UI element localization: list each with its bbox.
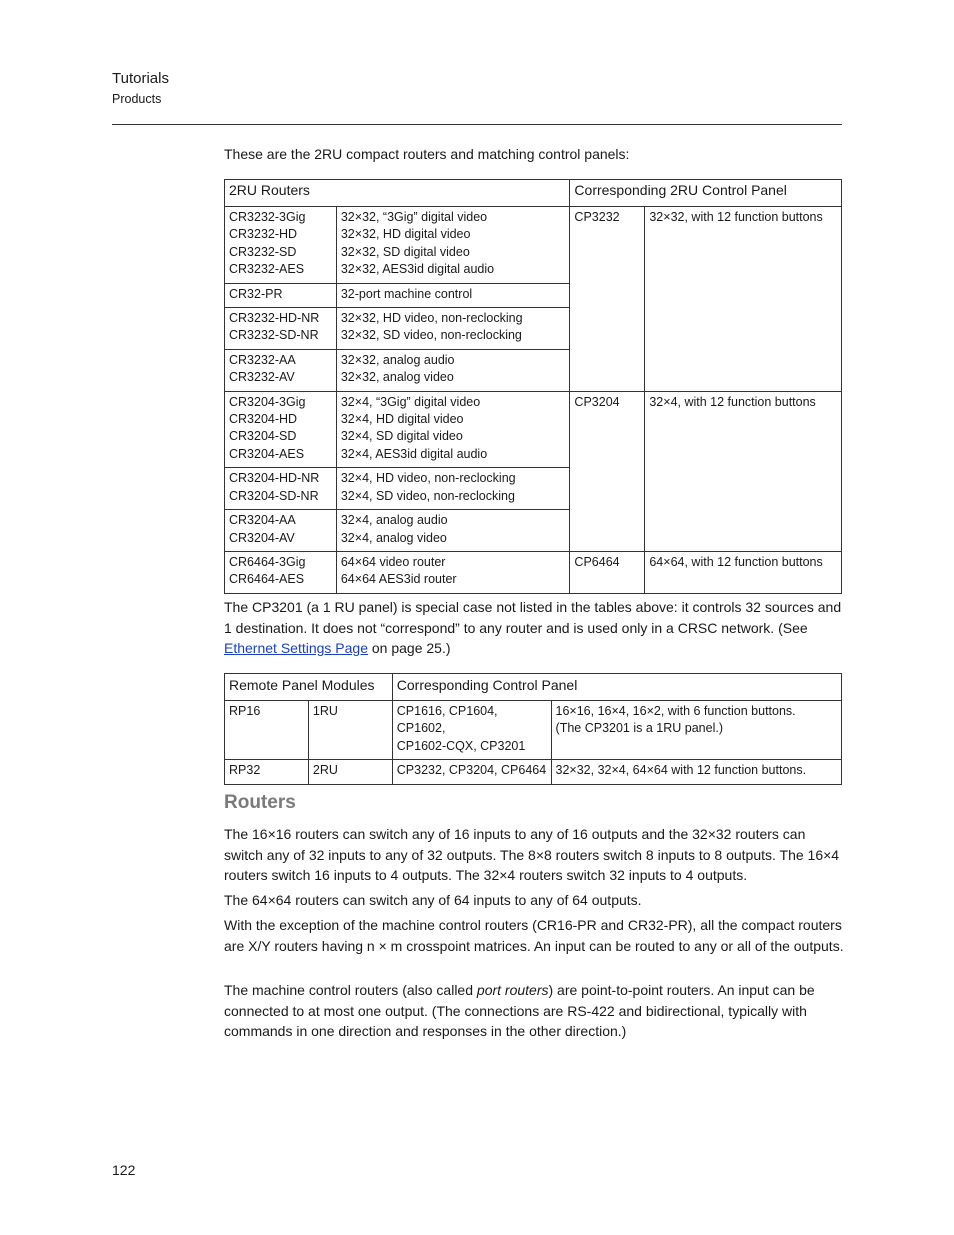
model-description: 32×32, analog audio xyxy=(340,352,455,367)
module-cell: RP32 xyxy=(225,760,309,784)
table-header-row xyxy=(225,674,842,701)
model-name: CR3204-SD-NR xyxy=(229,488,319,503)
header-title: Tutorials xyxy=(112,70,169,87)
panel-description-line: (The CP3201 is a 1RU panel.) xyxy=(555,721,723,736)
model-description: 32-port machine control xyxy=(340,286,473,301)
module-cell: RP16 xyxy=(225,701,309,760)
table-row xyxy=(225,551,842,593)
model-description: 32×4, HD video, non-reclocking xyxy=(340,471,516,486)
panel-list-line: CP1602-CQX, CP3201 xyxy=(396,738,526,753)
panel-description-line: 16×16, 16×4, 16×2, with 6 function buttons. xyxy=(555,704,796,718)
size-cell: 2RU xyxy=(308,760,392,784)
routers-paragraph xyxy=(224,980,844,1042)
column-header: Corresponding Control Panel xyxy=(392,674,841,701)
remote-panel-table xyxy=(224,673,842,785)
table-row xyxy=(225,760,842,784)
routers-table xyxy=(224,179,842,594)
model-cell xyxy=(225,468,337,510)
model-description: 32×32, analog video xyxy=(340,370,454,385)
panel-description-line: 32×32, 32×4, 64×64 with 12 function buttons. xyxy=(555,763,807,778)
model-description: 32×4, “3Gig” digital video xyxy=(340,394,481,409)
description-cell xyxy=(336,349,570,391)
model-description: 32×4, analog audio xyxy=(340,513,448,528)
model-description: 64×64 video router xyxy=(340,554,446,569)
description-cell xyxy=(336,510,570,552)
panel-description-cell xyxy=(551,760,841,784)
description-cell xyxy=(336,207,570,284)
model-name: CR3204-HD-NR xyxy=(229,471,320,486)
panel-description-cell: 32×32, with 12 function buttons xyxy=(645,207,842,392)
panel-description-cell xyxy=(551,701,841,760)
page-number: 122 xyxy=(112,1162,136,1178)
model-name: CR3232-HD-NR xyxy=(229,311,320,326)
model-name: CR3204-3Gig xyxy=(229,394,306,409)
description-cell xyxy=(336,283,570,307)
model-name: CR3232-AA xyxy=(229,352,296,367)
model-description: 32×4, HD digital video xyxy=(340,412,464,427)
model-name: CR3232-SD xyxy=(229,244,297,259)
model-description: 32×32, SD video, non-reclocking xyxy=(340,328,522,343)
model-name: CR3204-AES xyxy=(229,446,305,461)
header-subtitle: Products xyxy=(112,92,162,106)
column-header: 2RU Routers xyxy=(225,180,570,207)
model-description: 32×4, SD video, non-reclocking xyxy=(340,488,515,503)
model-description: 64×64 AES3id router xyxy=(340,572,457,587)
panel-description-cell: 64×64, with 12 function buttons xyxy=(645,551,842,593)
model-description: 32×32, HD digital video xyxy=(340,227,471,242)
model-cell xyxy=(225,308,337,350)
description-cell xyxy=(336,551,570,593)
table-header-row xyxy=(225,180,842,207)
model-cell xyxy=(225,207,337,284)
description-cell xyxy=(336,391,570,468)
model-name: CR3232-AES xyxy=(229,262,305,277)
note-text: The CP3201 (a 1 RU panel) is special case not listed in the tables above: it controls 32 sources and 1 destination. It does not “correspond” to any router and is used only in a CRSC network. (See xyxy=(224,599,842,636)
model-description: 32×4, analog video xyxy=(340,530,447,545)
model-name: CR3232-3Gig xyxy=(229,210,306,224)
model-name: CR6464-AES xyxy=(229,572,305,587)
model-description: 32×32, HD video, non-reclocking xyxy=(340,311,523,326)
panel-cell: CP6464 xyxy=(570,551,645,593)
model-description: 32×32, SD digital video xyxy=(340,244,470,259)
panel-description-cell: 32×4, with 12 function buttons xyxy=(645,391,842,551)
size-cell: 1RU xyxy=(308,701,392,760)
table-row xyxy=(225,701,842,760)
panel-cell: CP3204 xyxy=(570,391,645,551)
model-name: CR3204-HD xyxy=(229,412,298,427)
panels-cell xyxy=(392,701,551,760)
description-cell xyxy=(336,468,570,510)
model-cell xyxy=(225,551,337,593)
model-description: 32×32, “3Gig” digital video xyxy=(340,210,488,224)
routers-paragraph: With the exception of the machine control routers (CR16-PR and CR32-PR), all the compact routers are X/Y routers having n × m crosspoint matrices. An input can be routed to any or all of the outputs. xyxy=(224,917,844,954)
model-name: CR3204-AV xyxy=(229,530,295,545)
model-cell xyxy=(225,283,337,307)
model-name: CR3232-SD-NR xyxy=(229,328,319,343)
model-name: CR3204-AA xyxy=(229,513,296,528)
section-heading-routers: Routers xyxy=(224,792,296,813)
table-row xyxy=(225,207,842,284)
model-name: CR3204-SD xyxy=(229,429,297,444)
routers-paragraph: The 16×16 routers can switch any of 16 inputs to any of 16 outputs and the 32×32 routers can switch any of 32 inputs to any of 32 outputs. The 8×8 routers switch 8 inputs to 8 outputs. The 16×4 routers switch 16 inputs to 4 outputs. The 32×4 routers switch 32 inputs to 4 outputs. xyxy=(224,826,840,883)
paragraph-text: ) are point-to-point routers. An input can be connected to at most one output. (The connections are RS-422 and bidirectional, typically with commands in one direction and responses in the other direction.) xyxy=(224,982,815,1039)
column-header: Remote Panel Modules xyxy=(225,674,393,701)
header-divider xyxy=(112,124,842,125)
model-name: CR3232-AV xyxy=(229,370,295,385)
ethernet-settings-link[interactable]: Ethernet Settings Page xyxy=(224,640,368,656)
model-cell xyxy=(225,391,337,468)
panel-list-line: CP1616, CP1604, CP1602, xyxy=(396,704,498,736)
panel-list-line: CP3232, CP3204, CP6464 xyxy=(396,763,547,778)
table-row xyxy=(225,391,842,468)
intro-text: These are the 2RU compact routers and matching control panels: xyxy=(224,146,630,162)
model-description: 32×4, SD digital video xyxy=(340,429,463,444)
panels-cell xyxy=(392,760,551,784)
emphasis-port-routers: port routers xyxy=(476,982,549,998)
model-name: CR32-PR xyxy=(229,286,283,301)
description-cell xyxy=(336,308,570,350)
routers-paragraph: The 64×64 routers can switch any of 64 inputs to any of 64 outputs. xyxy=(224,892,642,908)
model-description: 32×4, AES3id digital audio xyxy=(340,446,488,461)
note-text: on page 25.) xyxy=(368,640,451,656)
column-header: Corresponding 2RU Control Panel xyxy=(570,180,842,207)
cp3201-note xyxy=(224,597,844,659)
model-cell xyxy=(225,349,337,391)
paragraph-text: The machine control routers (also called xyxy=(224,982,477,998)
model-name: CR3232-HD xyxy=(229,227,298,242)
model-cell xyxy=(225,510,337,552)
panel-cell: CP3232 xyxy=(570,207,645,392)
model-description: 32×32, AES3id digital audio xyxy=(340,262,495,277)
model-name: CR6464-3Gig xyxy=(229,554,306,569)
